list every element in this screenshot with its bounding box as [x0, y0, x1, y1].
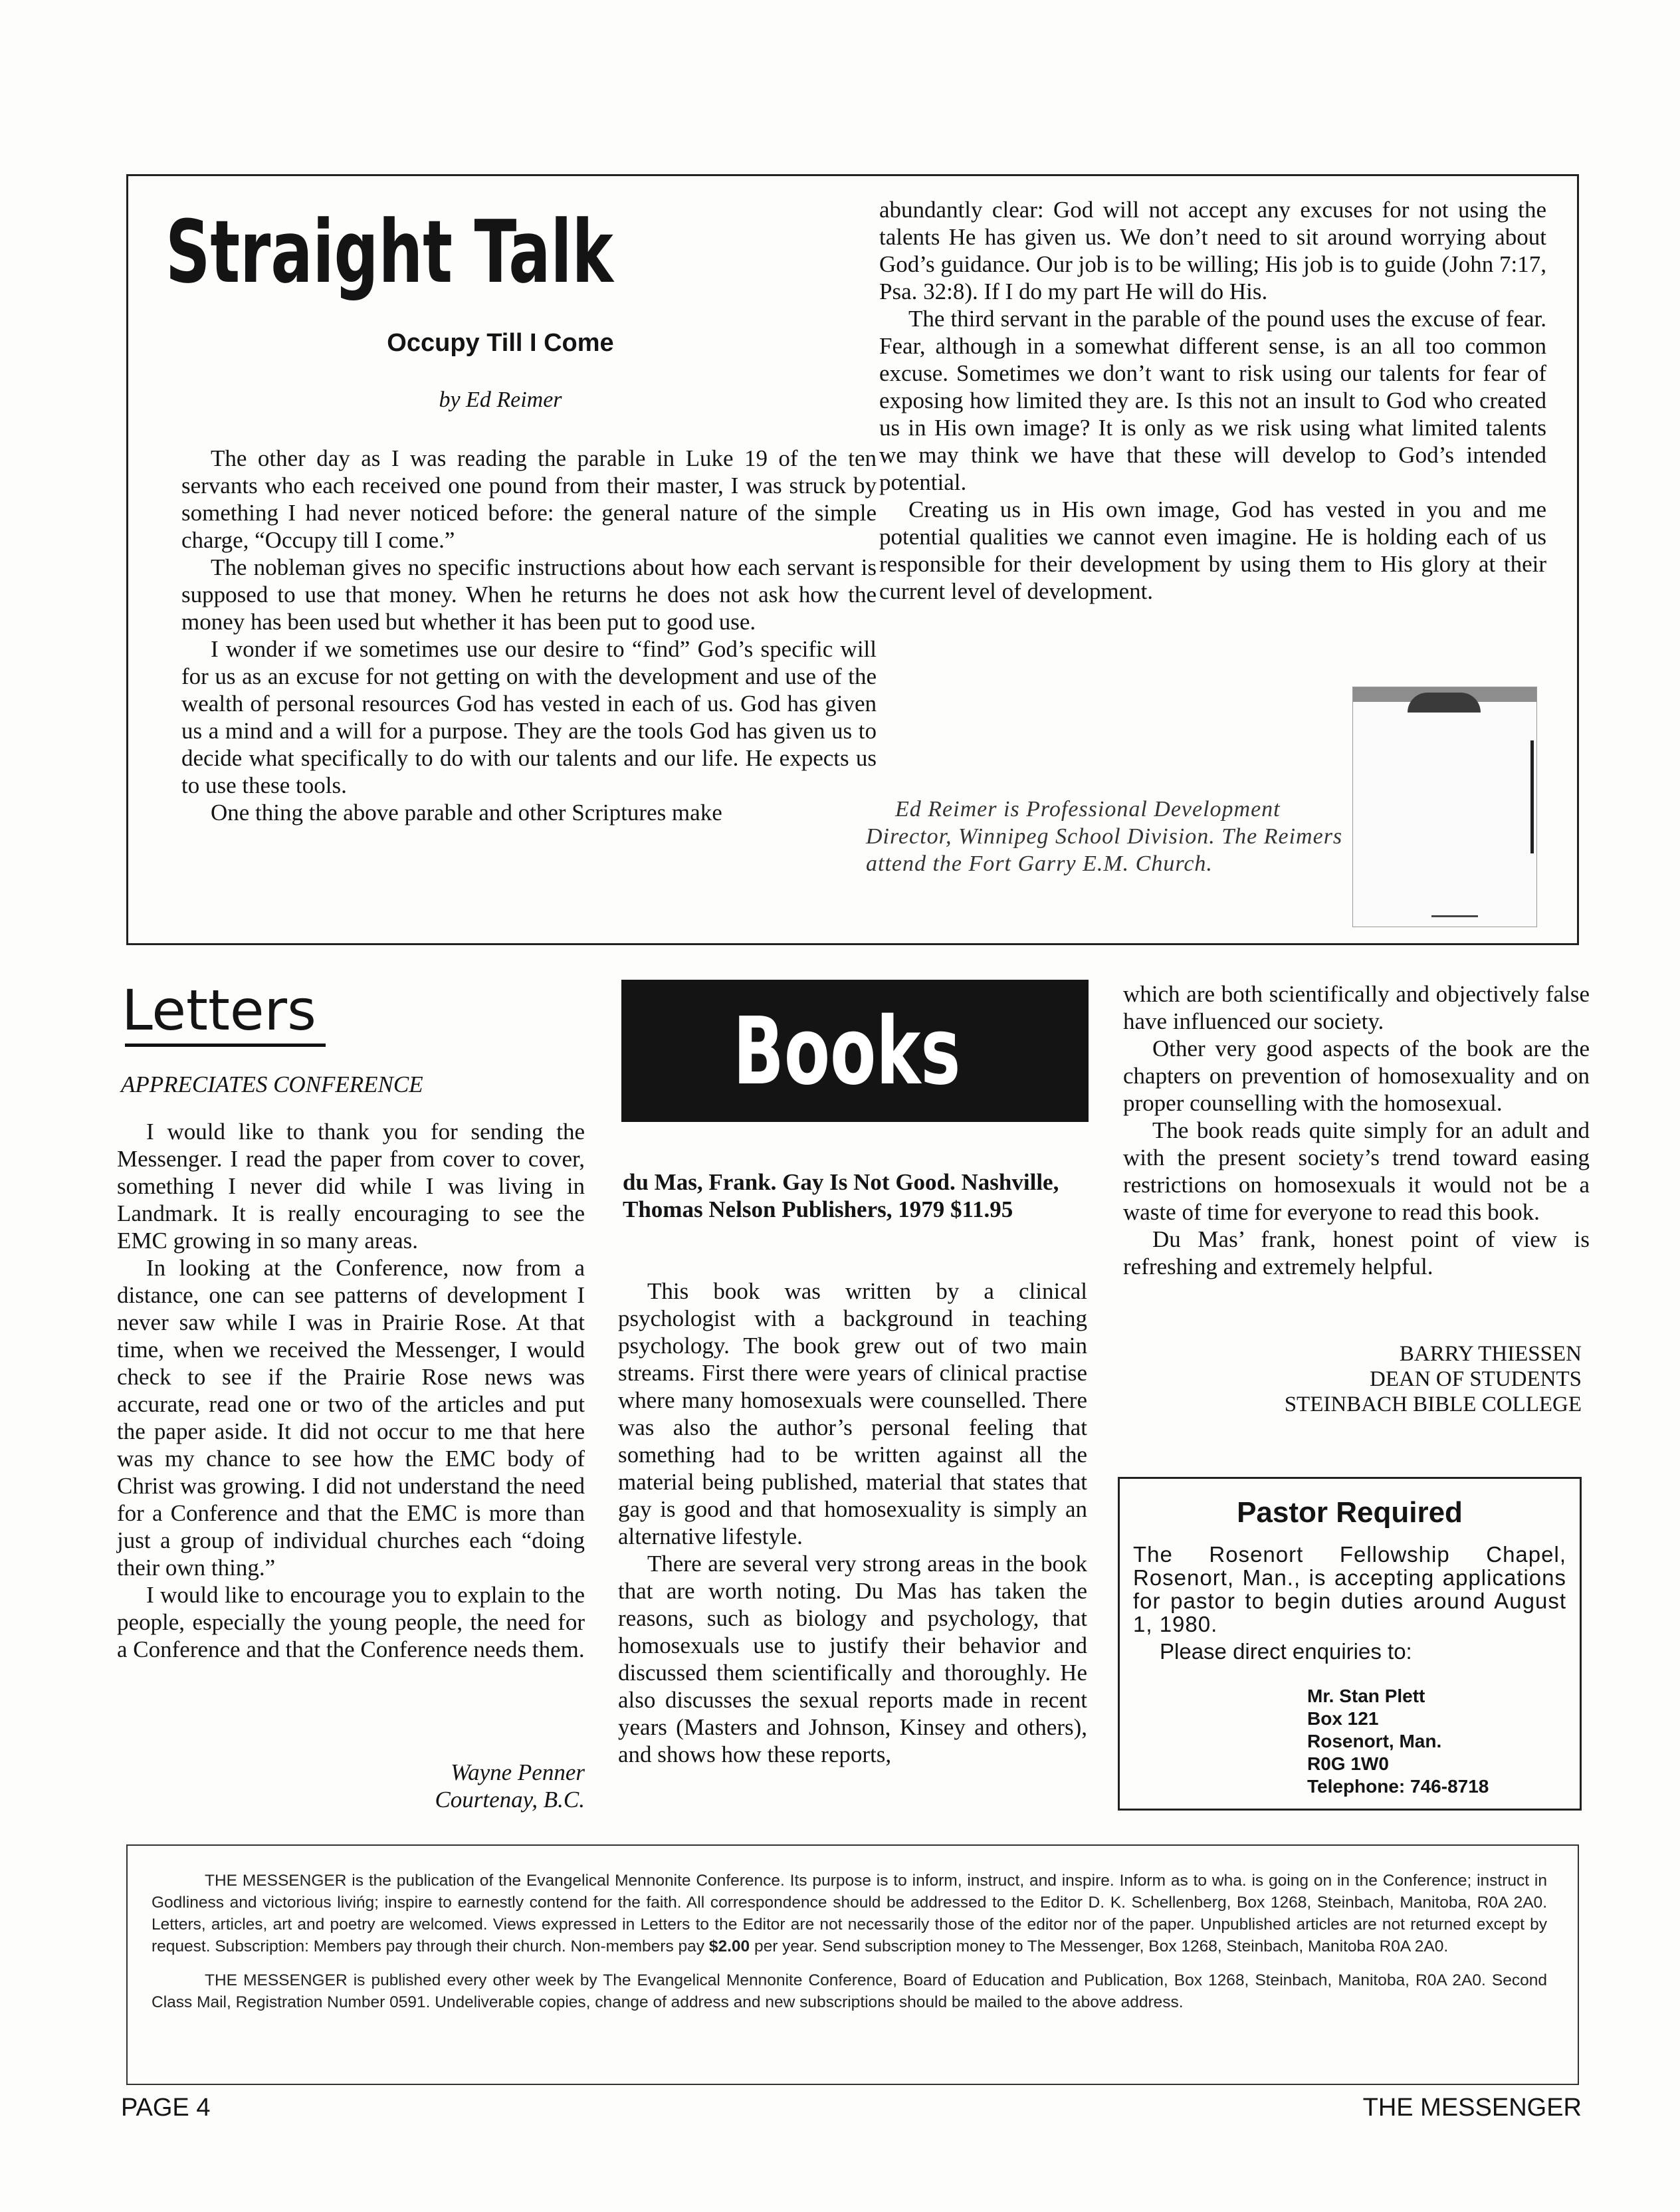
author-bio: Ed Reimer is Professional Development Director, Winnipeg School Division. The Reimers attend the Fort Garry E.M. Church.: [866, 797, 1343, 876]
letters-title-underline: [125, 1044, 326, 1047]
signature-name: Wayne Penner: [451, 1759, 585, 1785]
paragraph: I would like to thank you for sending the Messenger. I read the paper from cover to cover, something I never did while I was living in Landmark. It is really encouraging to see the EMC growing in so many areas.: [117, 1119, 585, 1254]
paragraph: abundantly clear: God will not accept any excuses for not using the talents He has given us. We don’t need to sit around worrying about God’s guidance. Our job is to be willing; His job is to guide (John 7:17, Psa. 32:8). If I do my part He will do His.: [879, 197, 1546, 304]
masthead-text: [152, 1870, 1547, 2025]
book-review-column-2: [1123, 980, 1590, 1280]
contact-name: Mr. Stan Plett: [1307, 1686, 1425, 1706]
books-banner: [621, 980, 1089, 1122]
reviewer-name: BARRY THIESSEN: [1399, 1342, 1582, 1366]
paragraph: The book reads quite simply for an adult and with the present society’s trend toward easing restrictions on homosexuals it would not be a waste of time for everyone to read this book.: [1123, 1117, 1590, 1225]
straight-talk-box: [126, 174, 1579, 945]
paragraph: Du Mas’ frank, honest point of view is refreshing and extremely helpful.: [1123, 1226, 1590, 1279]
article-byline: by Ed Reimer: [439, 387, 562, 412]
letter-body: [117, 1118, 585, 1663]
paragraph: The third servant in the parable of the pound uses the excuse of fear. Fear, although in a somewhat different sense, is an all too common excuse. Sometimes we don’t want to risk using our talents for fear of exposing how limited they are. Is this not an insult to God who created us in His own image? It is only as we risk using what limited talents we may think we have that these will develop to God’s intended potential.: [879, 306, 1546, 495]
paragraph: The other day as I was reading the parable in Luke 19 of the ten servants who each received one pound from their master, I was struck by something I had never noticed before: the general nature of the simple charge, “Occupy till I come.”: [181, 445, 877, 553]
straight-talk-title: Straight Talk: [165, 201, 613, 302]
paragraph: The nobleman gives no specific instructions about how each servant is supposed to use that money. When he returns he does not ask how the money has been used but whether it has been put to good use.: [181, 554, 877, 635]
notice-title: Pastor Required: [1237, 1496, 1463, 1529]
letters-section-title: Letters: [122, 978, 316, 1043]
notice-direction: Please direct enquiries to:: [1160, 1639, 1412, 1664]
article-subtitle: Occupy Till I Come: [387, 329, 614, 357]
paragraph: This book was written by a clinical psychologist with a background in teaching psychology. The book grew out of two main streams. First there were years of clinical practise where many homosexuals were counselled. There was also the author’s personal feeling that something had to be written against all the material being published, material that states that gay is good and that homosexuality is simply an alternative lifestyle.: [618, 1278, 1087, 1549]
publication-name: THE MESSENGER: [1362, 2094, 1582, 2122]
contact-address: [1307, 1685, 1489, 1798]
pastor-notice-box: [1118, 1477, 1582, 1811]
paragraph: which are both scientifically and objectively false have influenced our society.: [1123, 981, 1590, 1034]
article-column-left: [181, 445, 877, 826]
reviewer-signature: [1123, 1341, 1582, 1417]
book-review-column-1: [618, 1277, 1087, 1768]
article-column-right: [879, 196, 1546, 605]
contact-postal: R0G 1W0: [1307, 1753, 1389, 1774]
paragraph: Other very good aspects of the book are the chapters on prevention of homosexuality and on proper counselling with the homosexual.: [1123, 1036, 1590, 1116]
contact-box: Box 121: [1307, 1708, 1379, 1729]
books-banner-label: Books: [733, 998, 961, 1106]
reviewer-org: STEINBACH BIBLE COLLEGE: [1284, 1392, 1582, 1416]
paragraph: I wonder if we sometimes use our desire to “find” God’s specific will for us as an excuse for not getting on with the development and use of the wealth of personal resources God has vested in each of us. God has given us a mind and a will for a purpose. They are the tools God has given us to decide what specifically to do with our talents and our life. He expects us to use these tools.: [181, 636, 877, 798]
paragraph: I would like to encourage you to explain to the people, especially the young people, the need for a Conference and that the Conference needs them.: [117, 1582, 585, 1662]
book-citation: du Mas, Frank. Gay Is Not Good. Nashville, Thomas Nelson Publishers, 1979 $11.95: [623, 1169, 1059, 1222]
letter-signature: [117, 1759, 585, 1813]
masthead-paragraph: THE MESSENGER is the publication of the Evangelical Mennonite Conference. Its purpose is to inform, instruct, and inspire. Inform as to wha. is going on in the Conference; instruct in Godliness and victorious livińg; inspire to earnestly contend for the faith. All correspondence should be addressed to the Editor D. K. Schellenberg, Box 1268, Steinbach, Manitoba, R0A 2A0. Letters, articles, art and poetry are welcomed. Views expressed in Letters to the Editor are not necessarily those of the editor nor of the paper. Unpublished articles are not returned except by request. Subscription: Members pay through their church. Non-members pay $2.00 per year. Send subscription money to The Messenger, Box 1268, Steinbach, Manitoba R0A 2A0.: [152, 1872, 1547, 1955]
paragraph: Creating us in His own image, God has vested in you and me potential qualities we cannot even imagine. He is holding each of us responsible for their development by using them to His glory at their current level of development.: [879, 497, 1546, 604]
paragraph: There are several very strong areas in the book that are worth noting. Du Mas has taken the reasons, such as biology and psychology, that homosexuals use to justify their behavior and discussed them scientifically and thoroughly. He also discusses the sexual reports made in recent years (Masters and Johnson, Kinsey and others), and shows how these reports,: [618, 1551, 1087, 1767]
signature-place: Courtenay, B.C.: [435, 1787, 585, 1813]
subscription-price: $2.00: [708, 1937, 750, 1955]
paragraph: In looking at the Conference, now from a distance, one can see patterns of development I never saw while I was in Prairie Rose. At that time, when we received the Messenger, I would check to see if the Prairie Rose news was accurate, read one or two of the articles and put the paper aside. It did not occur to me that here was my chance to see how the EMC body of Christ was growing. I did not understand the need for a Conference and that the EMC is more than just a group of individual churches each “doing their own thing.”: [117, 1255, 585, 1581]
page-number: PAGE 4: [121, 2094, 211, 2122]
contact-phone: Telephone: 746-8718: [1307, 1776, 1489, 1797]
masthead-paragraph: THE MESSENGER is published every other week by The Evangelical Mennonite Conference, Board of Education and Publication, Box 1268, Steinbach, Manitoba, R0A 2A0. Second Class Mail, Registration Number 0591. Undeliverable copies, change of address and new subscriptions should be mailed to the above address.: [152, 1971, 1547, 2011]
masthead-info-box: [126, 1844, 1579, 2085]
letter-heading: APPRECIATES CONFERENCE: [121, 1071, 423, 1097]
notice-text: The Rosenort Fellowship Chapel, Rosenort, Man., is accepting applications for pastor to begin duties around August 1, 1980.: [1133, 1542, 1566, 1636]
paragraph: One thing the above parable and other Scriptures make: [211, 800, 722, 826]
author-photo: [1352, 687, 1537, 927]
reviewer-title: DEAN OF STUDENTS: [1369, 1367, 1582, 1391]
contact-city: Rosenort, Man.: [1307, 1731, 1442, 1751]
